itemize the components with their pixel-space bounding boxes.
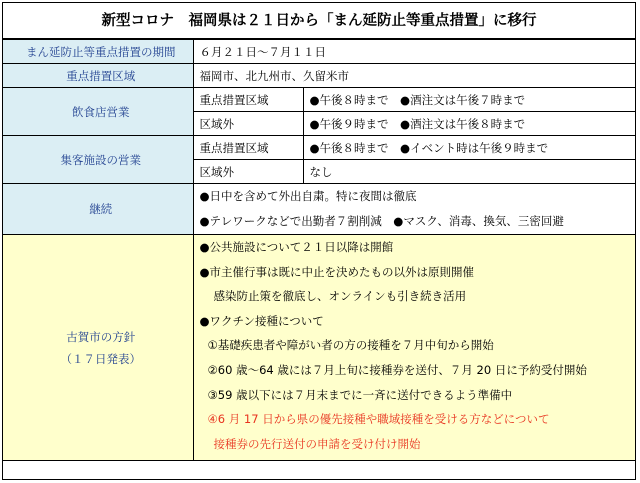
koga-label — [3, 235, 193, 461]
continued-line-1: ●日中を含めて外出自粛。特に夜間は徹底 — [199, 189, 417, 203]
restaurants-sub-priority: 重点措置区域 — [193, 88, 303, 112]
restaurants-label: 飲食店営業 — [3, 88, 193, 136]
table-row — [3, 40, 635, 64]
facilities-sub-outside: 区域外 — [193, 160, 303, 184]
table-row — [3, 184, 635, 235]
notice-frame — [2, 2, 636, 480]
koga-policy-line: 感染防止策を徹底し、オンラインも引き続き活用 — [213, 289, 467, 304]
koga-policy-line: ③59 歳以下には７月末までに一斉に送付できるよう準備中 — [207, 387, 513, 402]
restaurants-priority-value: ●午後８時まで ●酒注文は午後７時まで — [303, 88, 635, 112]
restaurants-sub-outside: 区域外 — [193, 112, 303, 136]
period-value: ６月２１日～７月１１日 — [193, 40, 635, 64]
koga-policy-line: 接種券の先行送付の申請を受け付け開始 — [213, 436, 421, 451]
continued-label: 継続 — [3, 184, 193, 235]
koga-policy-line: ●市主催行事は既に中止を決めたもの以外は原則開催 — [199, 264, 475, 279]
facilities-outside-value: なし — [303, 160, 635, 184]
koga-label-line-2: （１７日発表） — [60, 351, 141, 366]
koga-policy-line: ④6 月 17 日から県の優先接種や職域接種を受ける方などについて — [207, 412, 550, 427]
area-value: 福岡市、北九州市、久留米市 — [193, 64, 635, 88]
koga-policy-cell — [193, 235, 635, 461]
continued-line-2: ●テレワークなどで出勤者７割削減 ●マスク、消毒、換気、三密回避 — [199, 214, 564, 228]
continued-cell — [193, 184, 635, 235]
koga-policy-line: ●公共施設について２１日以降は開館 — [199, 240, 394, 254]
koga-policy-line: ①基礎疾患者や障がい者の方の接種を７月中旬から開始 — [207, 338, 494, 353]
koga-policy-list — [200, 235, 636, 456]
table-row — [3, 136, 635, 160]
area-label: 重点措置区域 — [3, 64, 193, 88]
koga-label-line-1: 古賀市の方針 — [66, 329, 136, 344]
period-label: まん延防止等重点措置の期間 — [3, 40, 193, 64]
facilities-sub-priority: 重点措置区域 — [193, 136, 303, 160]
table-row — [3, 88, 635, 112]
restaurants-outside-value: ●午後９時まで ●酒注文は午後８時まで — [303, 112, 635, 136]
table-row — [3, 235, 635, 461]
koga-policy-line: ●ワクチン接種について — [199, 313, 324, 328]
page-title: 新型コロナ 福岡県は２１日から「まん延防止等重点措置」に移行 — [3, 3, 635, 39]
measures-table — [3, 39, 635, 461]
table-row — [3, 64, 635, 88]
koga-policy-line: ②60 歳～64 歳には７月上旬に接種券を送付、７月 20 日に予約受付開始 — [207, 362, 587, 377]
facilities-label: 集客施設の営業 — [3, 136, 193, 184]
facilities-priority-value: ●午後８時まで ●イベント時は午後９時まで — [303, 136, 635, 160]
